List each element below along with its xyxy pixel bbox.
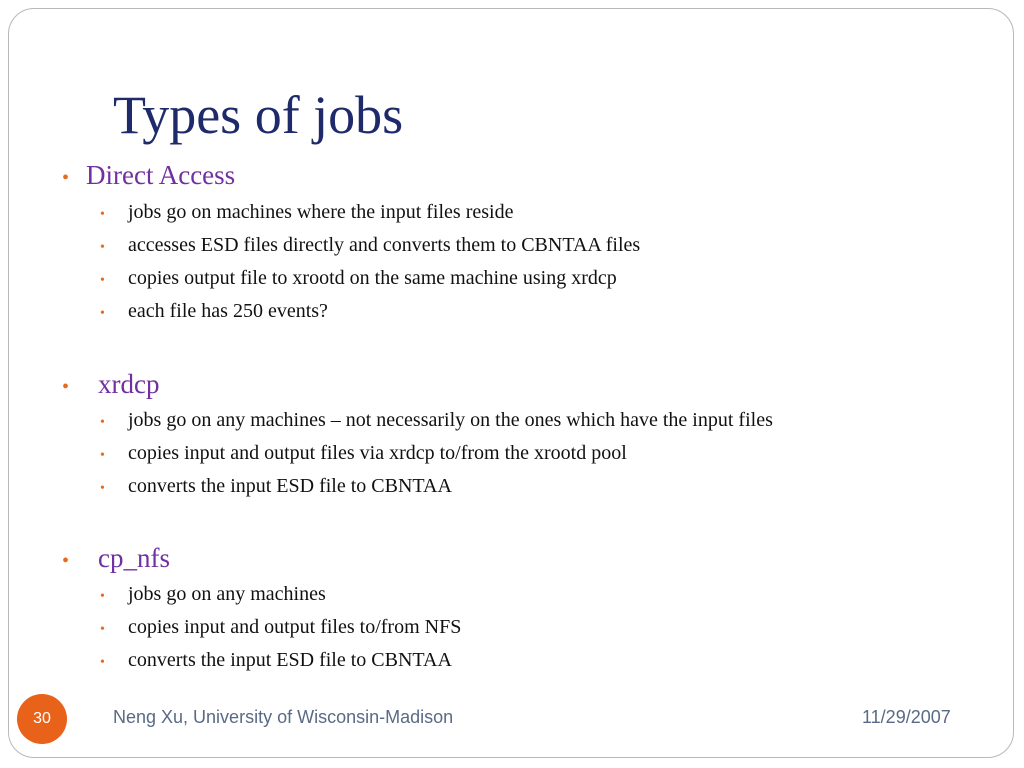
list-item — [100, 300, 328, 323]
bullet-icon: • — [62, 167, 70, 189]
list-item-text: copies input and output files to/from NFS — [128, 616, 462, 638]
list-item-text: jobs go on any machines — [128, 583, 326, 605]
bullet-icon: • — [100, 622, 105, 637]
footer-date: 11/29/2007 — [862, 707, 951, 727]
bullet-icon: • — [100, 306, 105, 321]
list-item — [100, 442, 627, 465]
section-heading-label: Direct Access — [86, 160, 236, 190]
section-heading-label: cp_nfs — [98, 543, 170, 573]
section-heading-xrdcp — [62, 369, 159, 400]
bullet-icon: • — [100, 655, 105, 670]
list-item-text: jobs go on machines where the input files reside — [128, 201, 514, 223]
list-item — [100, 267, 617, 290]
bullet-icon: • — [100, 448, 105, 463]
list-item-text: jobs go on any machines – not necessarily on the ones which have the input files — [128, 409, 773, 431]
list-item-text: each file has 250 events? — [128, 300, 328, 322]
section-heading-direct-access — [62, 160, 235, 191]
bullet-icon: • — [100, 589, 105, 604]
list-item — [100, 234, 640, 257]
bullet-icon: • — [100, 481, 105, 496]
bullet-icon: • — [100, 207, 105, 222]
section-heading-label: xrdcp — [98, 369, 160, 399]
slide-title: Types of jobs — [113, 85, 404, 145]
list-item — [100, 583, 326, 606]
list-item — [100, 201, 513, 224]
bullet-icon: • — [100, 240, 105, 255]
footer-author: Neng Xu, University of Wisconsin-Madison — [113, 707, 454, 727]
bullet-icon: • — [62, 550, 70, 572]
list-item — [100, 649, 452, 672]
bullet-icon: • — [100, 415, 105, 430]
bullet-icon: • — [62, 376, 70, 398]
list-item-text: converts the input ESD file to CBNTAA — [128, 649, 452, 671]
list-item-text: copies input and output files via xrdcp to/from the xrootd pool — [128, 442, 627, 464]
list-item — [100, 616, 461, 639]
section-heading-cp-nfs — [62, 543, 170, 574]
list-item-text: converts the input ESD file to CBNTAA — [128, 475, 452, 497]
list-item — [100, 475, 452, 498]
bullet-icon: • — [100, 273, 105, 288]
list-item-text: accesses ESD files directly and converts them to CBNTAA files — [128, 234, 641, 256]
list-item-text: copies output file to xrootd on the same machine using xrdcp — [128, 267, 617, 289]
list-item — [100, 409, 773, 432]
slide-number-badge: 30 — [17, 694, 67, 744]
